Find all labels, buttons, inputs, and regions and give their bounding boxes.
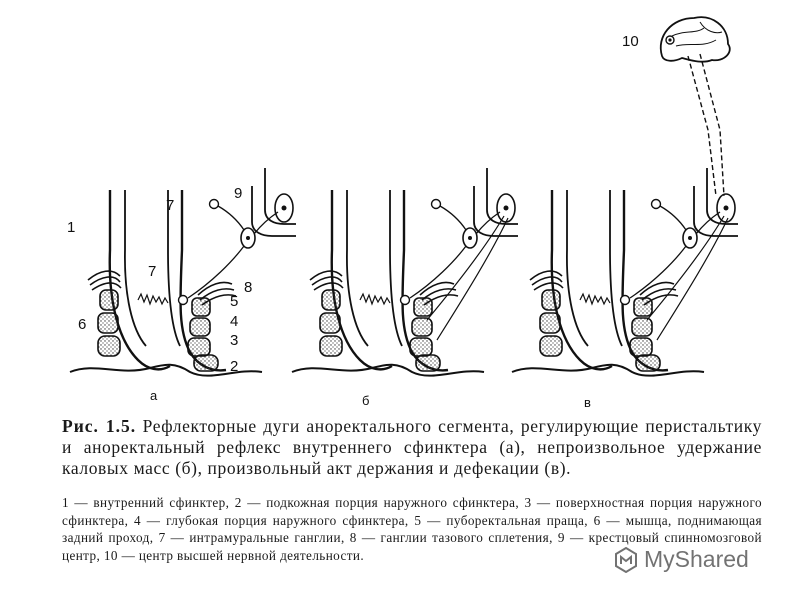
caption-text: Рефлекторные дуги аноректального сегмента, регулирующие перистальтику и аноректальный рефлекс внутреннего сфинктера (а), непроизвольное удержание каловых масс (б), произвольный акт держания и дефекации (в). [62,416,762,478]
label-5: 5 [230,293,239,310]
watermark-text: MyShared [644,546,749,572]
panel-c-section [512,168,738,376]
label-6: 6 [78,316,87,333]
panel-label-a: а [150,388,158,403]
watermark [614,546,749,573]
panel-a-section [70,168,296,376]
panel-label-c: в [584,395,591,410]
brain-icon [661,17,730,61]
label-7-top: 7 [166,197,175,214]
label-9: 9 [234,185,243,202]
figure-legend: 1 — внутренний сфинктер, 2 — подкожная порция наружного сфинктера, 3 — поверхностная порция наружного сфинктера, 4 — глубокая порция наружного сфинктера, 5 — пуборектальная праща, 6 — мышца, поднимающая задний проход, 7 — интрамуральные ганглии, 8 — ганглии тазового сплетения, 9 — крестцовый спинномозговой центр, 10 — центр высшей нервной деятельности. [62,495,762,563]
label-4: 4 [230,313,239,330]
panel-b-section [292,168,518,376]
label-2: 2 [230,358,239,375]
label-1: 1 [67,219,76,236]
label-3: 3 [230,332,239,349]
myshared-logo-icon [614,547,638,573]
label-7-bottom: 7 [148,263,157,280]
label-8: 8 [244,279,253,296]
caption-title: Рис. 1.5. [62,416,137,436]
panel-label-b: б [362,393,370,408]
figure-caption [62,416,762,479]
label-10: 10 [622,33,639,50]
